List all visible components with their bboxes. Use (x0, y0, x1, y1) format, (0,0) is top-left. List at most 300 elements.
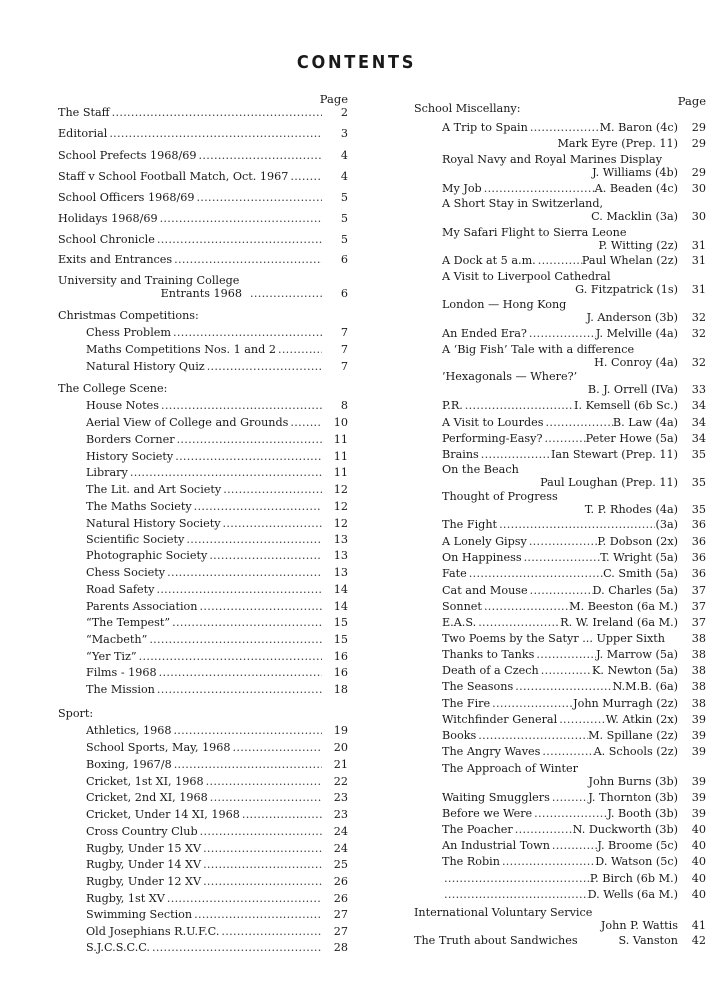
dot-leader (536, 254, 582, 267)
entry-title: S.J.C.S.C.C. (86, 941, 150, 954)
page-number: 31 (691, 239, 706, 253)
page-number: 15 (333, 616, 348, 629)
dot-leader (194, 191, 322, 204)
entry-author: T. Wright (5a) (600, 551, 678, 564)
contents-entry (58, 908, 348, 921)
entry-title: School Chronicle (58, 233, 155, 246)
page-number: 19 (333, 724, 348, 737)
contents-entry (414, 370, 706, 397)
page-number: 34 (691, 399, 706, 412)
dot-leader (482, 182, 595, 195)
dot-leader (221, 483, 322, 496)
dot-leader (522, 551, 601, 564)
contents-entry (58, 633, 348, 646)
entry-title: Photographic Society (86, 549, 208, 562)
page-number: 4 (340, 149, 348, 162)
entry-title: Editorial (58, 127, 108, 140)
contents-entry (414, 518, 706, 531)
page-number: 13 (333, 566, 348, 579)
dot-leader (557, 713, 606, 726)
entry-author: Mark Eyre (Prep. 11) (557, 137, 678, 150)
dot-leader (467, 567, 603, 580)
contents-entry (58, 360, 348, 373)
entry-author: W. Atkin (2x) (605, 713, 678, 726)
dot-leader (184, 533, 322, 546)
entry-title: A Trip to Spain (442, 121, 528, 134)
page-number: 16 (333, 666, 348, 679)
page-number: 12 (333, 483, 348, 496)
contents-entry (414, 254, 706, 267)
entry-title: The Robin (442, 855, 500, 868)
entry-author: M. Spillane (2z) (588, 729, 678, 742)
page-number: 35 (691, 448, 706, 461)
entry-title: “Yer Tiz” (86, 650, 137, 663)
dot-leader (482, 600, 569, 613)
dot-leader (198, 825, 322, 838)
page-number: 23 (333, 808, 348, 821)
entry-author: C. Macklin (3a) (591, 210, 678, 224)
contents-entry (58, 825, 348, 838)
page-number: 38 (691, 632, 706, 645)
entry-title: “The Tempest” (86, 616, 171, 629)
entry-author: Paul Whelan (2z) (581, 254, 678, 267)
entry-title: Chess Society (86, 566, 166, 579)
entry-title: A Visit to Liverpool Cathedral (442, 270, 611, 283)
dot-leader (175, 433, 322, 446)
contents-entry (58, 274, 348, 301)
page-number: 31 (691, 283, 706, 297)
dot-leader (248, 287, 322, 300)
entry-title: On the Beach (442, 463, 519, 476)
dot-leader (150, 941, 322, 954)
page-number: 21 (333, 758, 348, 771)
contents-entry (414, 664, 706, 677)
dot-leader (528, 584, 593, 597)
entry-author: J. Williams (4b) (592, 166, 678, 180)
section-heading (414, 102, 706, 115)
entry-title: Sonnet (442, 600, 482, 613)
contents-entry (414, 197, 706, 224)
page-number: 6 (340, 253, 348, 266)
contents-entry (414, 713, 706, 726)
contents-entry (58, 875, 348, 888)
page-number: 40 (691, 872, 706, 885)
page-column-label: Page (677, 94, 706, 108)
entry-title: Aerial View of College and Grounds (86, 416, 289, 429)
contents-entry (414, 551, 706, 564)
entry-title: A Short Stay in Switzerland, (442, 197, 604, 210)
contents-entry (414, 745, 706, 758)
contents-entry (58, 650, 348, 663)
dot-leader (534, 648, 596, 661)
dot-leader (107, 127, 322, 140)
entry-title: Rugby, Under 12 XV (86, 875, 202, 888)
contents-entry (58, 170, 348, 183)
contents-entry (58, 517, 348, 530)
entry-title: University and Training College (58, 274, 240, 287)
dot-leader (490, 697, 573, 710)
contents-entry (58, 466, 348, 479)
entry-title: A Visit to Lourdes (442, 416, 544, 429)
page-number: 38 (691, 664, 706, 677)
dot-leader (192, 500, 322, 513)
entry-author: (3a) (655, 518, 678, 531)
dot-leader (165, 892, 322, 905)
dot-leader (201, 875, 322, 888)
contents-entry (414, 934, 706, 947)
dot-leader (172, 758, 322, 771)
entry-title: Borders Corner (86, 433, 175, 446)
entry-title: Natural History Society (86, 517, 221, 530)
entry-author: John Burns (3b) (588, 775, 678, 789)
page-number: 33 (691, 383, 706, 397)
contents-entry (414, 888, 706, 901)
dot-leader (550, 791, 588, 804)
entry-title: The Lit. and Art Society (86, 483, 222, 496)
entry-title: The Mission (86, 683, 155, 696)
page-number: 34 (691, 416, 706, 429)
entry-author: M. Beeston (6a M.) (569, 600, 678, 613)
entry-author: Ian Stewart (Prep. 11) (550, 448, 678, 461)
page-number: 24 (333, 842, 348, 855)
entry-title: Staff v School Football Match, Oct. 1967 (58, 170, 289, 183)
entry-title: Thanks to Tanks (442, 648, 535, 661)
entry-author: J. Marrow (5a) (596, 648, 678, 661)
entry-title: Athletics, 1968 (86, 724, 172, 737)
dot-leader (497, 518, 655, 531)
entry-title: Fate (442, 567, 467, 580)
contents-entry (58, 253, 348, 266)
dot-leader (201, 842, 322, 855)
page-number: 28 (333, 941, 348, 954)
contents-entry (414, 762, 706, 789)
dot-leader (513, 823, 573, 836)
entry-author: T. P. Rhodes (4a) (584, 503, 678, 517)
dot-leader (463, 399, 574, 412)
section-heading-text: The College Scene: (58, 382, 168, 395)
entry-author: K. Newton (5a) (592, 664, 678, 677)
contents-entry (58, 433, 348, 446)
page-number: 15 (333, 633, 348, 646)
contents-entry (414, 535, 706, 548)
dot-leader (276, 343, 322, 356)
entry-title: The Maths Society (86, 500, 192, 513)
contents-entry (58, 500, 348, 513)
page-number: 7 (340, 360, 348, 373)
contents-entry (58, 483, 348, 496)
contents-entry (414, 182, 706, 195)
entry-title: P.R. (442, 399, 463, 412)
entry-author: J. Melville (4a) (595, 327, 678, 340)
contents-entry (58, 741, 348, 754)
page-number: 13 (333, 533, 348, 546)
page-number: 30 (691, 182, 706, 195)
entry-author: P. Birch (6b M.) (589, 872, 678, 885)
contents-entry (58, 399, 348, 412)
entry-title: Before we Were (442, 807, 533, 820)
dot-leader (479, 448, 551, 461)
entry-title: Cricket, Under 14 XI, 1968 (86, 808, 240, 821)
contents-entry (414, 697, 706, 710)
page-number: 40 (691, 855, 706, 868)
contents-entry (414, 791, 706, 804)
page-number: 2 (340, 106, 348, 119)
entry-author: I. Kemsell (6b Sc.) (574, 399, 678, 412)
entry-title: School Prefects 1968/69 (58, 149, 197, 162)
contents-entry (414, 416, 706, 429)
entry-title: The Poacher (442, 823, 513, 836)
entry-title: ’Hexagonals — Where?’ (442, 370, 578, 383)
dot-leader (128, 466, 322, 479)
entry-author: H. Conroy (4a) (594, 356, 678, 370)
contents-entry (58, 842, 348, 855)
page-number: 39 (691, 713, 706, 726)
entry-title: Death of a Czech (442, 664, 539, 677)
entry-title: Cat and Mouse (442, 584, 528, 597)
entry-title: A Lonely Gipsy (442, 535, 527, 548)
entry-title: Holidays 1968/69 (58, 212, 158, 225)
entry-title: Witchfinder General (442, 713, 558, 726)
page-number: 37 (691, 616, 706, 629)
entry-title: E.A.S. (442, 616, 477, 629)
contents-entry (58, 600, 348, 613)
entry-title: Rugby, Under 15 XV (86, 842, 202, 855)
entry-title: Cricket, 2nd XI, 1968 (86, 791, 208, 804)
entry-title: The Fire (442, 697, 491, 710)
entry-title: The Fight (442, 518, 498, 531)
entry-title: Cross Country Club (86, 825, 198, 838)
contents-entry (58, 892, 348, 905)
page-number: 36 (691, 535, 706, 548)
contents-entry (58, 666, 348, 679)
contents-entry (414, 600, 706, 613)
contents-entry (414, 680, 706, 693)
entry-title: Parents Association (86, 600, 198, 613)
page-number: 29 (691, 137, 706, 150)
entry-title: Brains (442, 448, 479, 461)
entry-title: Cricket, 1st XI, 1968 (86, 775, 204, 788)
entry-title: “Macbeth” (86, 633, 148, 646)
contents-entry (414, 807, 706, 820)
contents-entry (58, 583, 348, 596)
page-number: 7 (340, 343, 348, 356)
contents-entry (58, 858, 348, 871)
contents-entry (58, 127, 348, 140)
entry-author: P. Witting (2z) (598, 239, 678, 253)
entry-title: The Angry Waves (442, 745, 541, 758)
entry-title: Performing-Easy? (442, 432, 543, 445)
page-number: 11 (333, 433, 348, 446)
dot-leader (207, 549, 322, 562)
page-number: 8 (340, 399, 348, 412)
dot-leader (288, 170, 322, 183)
contents-entry (414, 327, 706, 340)
page-column-label: Page (319, 92, 348, 106)
entry-author: G. Fitzpatrick (1s) (575, 283, 678, 297)
entry-title: The Approach of Winter (442, 762, 579, 775)
entry-title: School Officers 1968/69 (58, 191, 195, 204)
contents-entry (414, 584, 706, 597)
page-number: 14 (333, 583, 348, 596)
dot-leader (192, 908, 322, 921)
entry-title: Two Poems by the Satyr ... Upper Sixth (442, 632, 665, 645)
entry-author: S. Vanston (618, 934, 678, 947)
page-number: 38 (691, 697, 706, 710)
page-number: 39 (691, 791, 706, 804)
page-number: 26 (333, 892, 348, 905)
entry-author: N.M.B. (6a) (612, 680, 678, 693)
contents-entry (58, 533, 348, 546)
entry-title: The Truth about Sandwiches (414, 934, 578, 947)
page-number: 25 (333, 858, 348, 871)
contents-entry (414, 872, 706, 885)
entry-title: History Society (86, 450, 174, 463)
dot-leader (528, 121, 600, 134)
page-number: 38 (691, 648, 706, 661)
contents-entry (58, 343, 348, 356)
dot-leader (147, 633, 322, 646)
dot-leader (539, 664, 592, 677)
entry-title: Chess Problem (86, 326, 172, 339)
page-number: 39 (691, 745, 706, 758)
entry-author: D. Charles (5a) (592, 584, 678, 597)
entry-title: Boxing, 1967/8 (86, 758, 172, 771)
page-number: 35 (691, 503, 706, 517)
dot-leader (170, 616, 322, 629)
contents-entry (414, 270, 706, 297)
entry-title: International Voluntary Service (414, 906, 593, 919)
dot-leader (527, 327, 596, 340)
dot-leader (532, 807, 607, 820)
page-number: 22 (333, 775, 348, 788)
entry-title: An Industrial Town (442, 839, 550, 852)
entry-author: J. Thornton (3b) (588, 791, 678, 804)
entry-title: On Happiness (442, 551, 522, 564)
contents-entry (414, 906, 706, 933)
entry-title: Rugby, Under 14 XV (86, 858, 202, 871)
contents-entry (414, 343, 706, 370)
page-number: 13 (333, 549, 348, 562)
entry-title: Maths Competitions Nos. 1 and 2 (86, 343, 276, 356)
dot-leader (540, 745, 593, 758)
page-number: 27 (333, 908, 348, 921)
entry-title: The Staff (58, 106, 110, 119)
entry-title: Waiting Smugglers (442, 791, 550, 804)
contents-entry (414, 298, 706, 325)
page-title: CONTENTS (296, 52, 417, 73)
page-number: 11 (333, 450, 348, 463)
contents-entry (414, 226, 706, 253)
dot-leader (550, 839, 597, 852)
dot-leader (197, 149, 322, 162)
contents-entry (58, 808, 348, 821)
contents-entry (58, 326, 348, 339)
entry-author: R. W. Ireland (6a M.) (560, 616, 678, 629)
dot-leader (513, 680, 612, 693)
page-number: 37 (691, 600, 706, 613)
dot-leader (165, 566, 322, 579)
page-number: 4 (340, 170, 348, 183)
dot-leader (288, 416, 322, 429)
dot-leader (155, 233, 322, 246)
entry-title: Old Josephians R.U.F.C. (86, 925, 220, 938)
page-number: 32 (691, 311, 706, 325)
dot-leader (155, 683, 322, 696)
page-number: 40 (691, 839, 706, 852)
entry-title: Natural History Quiz (86, 360, 205, 373)
contents-entry (414, 567, 706, 580)
contents-entry (414, 399, 706, 412)
page-number: 39 (691, 729, 706, 742)
entry-title: My Job (442, 182, 482, 195)
contents-entry (414, 616, 706, 629)
entry-author: Paul Loughan (Prep. 11) (540, 476, 678, 490)
dot-leader (219, 925, 322, 938)
dot-leader (173, 450, 322, 463)
contents-entry (414, 121, 706, 134)
contents-entry (414, 463, 706, 490)
contents-entry (58, 549, 348, 562)
entry-title: Thought of Progress (442, 490, 558, 503)
page-number: 39 (691, 775, 706, 789)
page-number: 27 (333, 925, 348, 938)
dot-leader (137, 650, 322, 663)
page-number: 38 (691, 680, 706, 693)
contents-entry (414, 448, 706, 461)
contents-entry (58, 616, 348, 629)
dot-leader (198, 600, 323, 613)
section-heading (58, 707, 348, 720)
page-number: 11 (333, 466, 348, 479)
section-heading-text: Sport: (58, 707, 94, 720)
dot-leader (527, 535, 598, 548)
contents-entry (414, 839, 706, 852)
page-number: 18 (333, 683, 348, 696)
entry-author: D. Wells (6a M.) (587, 888, 678, 901)
section-heading-text: Christmas Competitions: (58, 309, 199, 322)
dot-leader (442, 888, 588, 901)
dot-leader (204, 775, 322, 788)
dot-leader (544, 416, 613, 429)
page-number: 40 (691, 888, 706, 901)
dot-leader (476, 729, 588, 742)
contents-entry (58, 149, 348, 162)
page-number: 40 (691, 823, 706, 836)
contents-entry (414, 632, 706, 645)
page-number: 42 (691, 934, 706, 947)
page-number: 37 (691, 584, 706, 597)
entry-title: An Ended Era? (442, 327, 527, 340)
contents-entry (414, 855, 706, 868)
entry-author: John Murragh (2z) (573, 697, 678, 710)
contents-entry (58, 566, 348, 579)
dot-leader (221, 517, 322, 530)
page-number: 29 (691, 121, 706, 134)
entry-author: Peter Howe (5a) (585, 432, 678, 445)
page-number: 10 (333, 416, 348, 429)
contents-entry (58, 758, 348, 771)
page-number: 36 (691, 518, 706, 531)
dot-leader (442, 872, 590, 885)
section-heading (58, 309, 348, 322)
entry-title: Films - 1968 (86, 666, 157, 679)
contents-entry (414, 490, 706, 517)
contents-entry (58, 941, 348, 954)
entry-title: Road Safety (86, 583, 155, 596)
entry-title: My Safari Flight to Sierra Leone (442, 226, 627, 239)
entry-author: John P. Wattis (600, 919, 678, 933)
page-number: 5 (340, 233, 348, 246)
